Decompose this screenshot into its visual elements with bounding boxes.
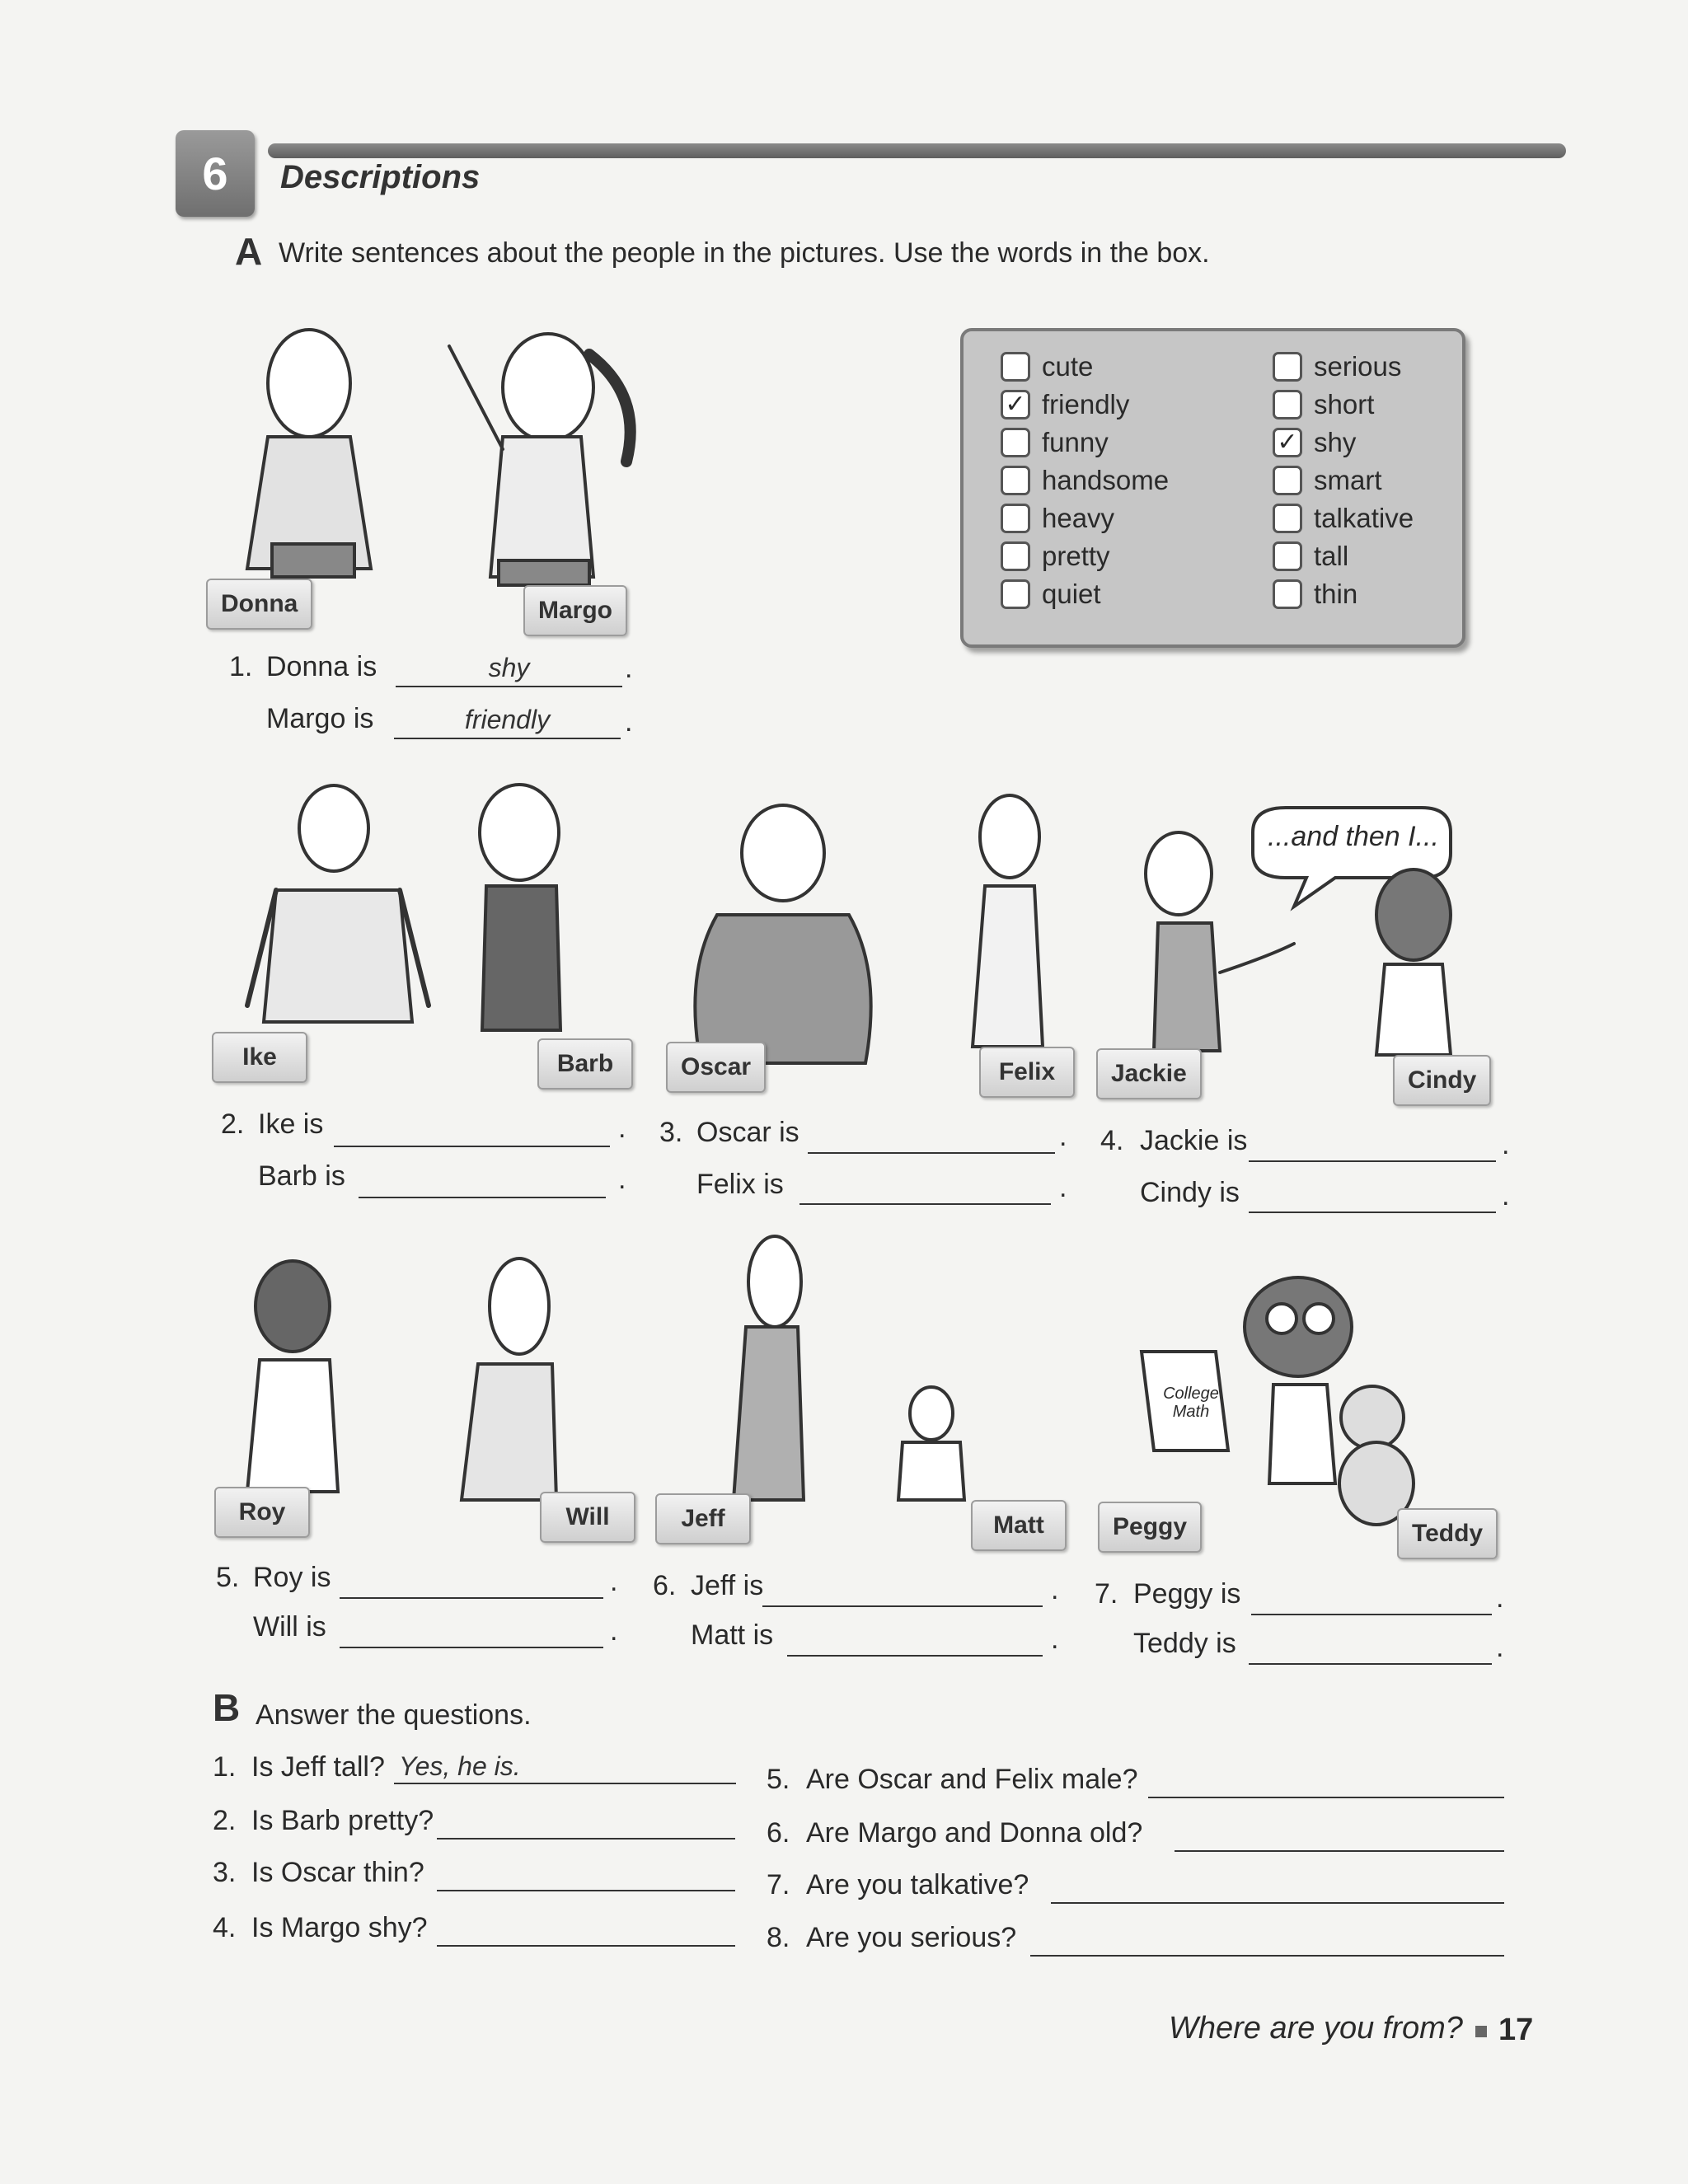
- sentence-3-oscar: Oscar is: [696, 1117, 799, 1148]
- question-7: Are you talkative?: [806, 1869, 1029, 1900]
- checkbox[interactable]: ✓: [1001, 390, 1030, 419]
- word-label: pretty: [1042, 540, 1110, 571]
- name-tag-barb: Barb: [537, 1038, 633, 1090]
- sentence-3-felix: Felix is: [696, 1169, 784, 1200]
- footer-unit-title: Where are you from?: [1169, 2011, 1463, 2046]
- name-tag-jackie: Jackie: [1096, 1048, 1202, 1099]
- answer-question-4[interactable]: [437, 1912, 735, 1947]
- word-label: talkative: [1314, 502, 1414, 533]
- name-tag-roy: Roy: [214, 1487, 310, 1538]
- sentence-7-peggy: Peggy is: [1133, 1578, 1241, 1610]
- oscar-figure: [695, 805, 870, 1063]
- part-a-letter: A: [235, 230, 263, 273]
- question-1: Is Jeff tall?: [251, 1751, 385, 1783]
- answer-peggy[interactable]: [1251, 1581, 1492, 1615]
- answer-ike[interactable]: [334, 1113, 610, 1147]
- sentence-2-barb: Barb is: [258, 1160, 345, 1192]
- answer-question-8[interactable]: [1030, 1922, 1504, 1957]
- book-title-line1: College: [1163, 1385, 1219, 1403]
- teddy-figure: [1339, 1386, 1414, 1525]
- book-title: [1158, 1385, 1224, 1421]
- sentence-6-jeff: Jeff is: [691, 1570, 764, 1601]
- word-label: cute: [1042, 350, 1094, 382]
- part-b-letter: B: [213, 1686, 241, 1729]
- sentence-7-number: 7.: [1095, 1578, 1118, 1610]
- will-figure: [462, 1258, 556, 1500]
- name-tag-teddy: Teddy: [1397, 1508, 1498, 1559]
- section-title: Descriptions: [280, 159, 481, 195]
- answer-oscar[interactable]: [808, 1119, 1055, 1154]
- name-tag-peggy: Peggy: [1098, 1502, 1202, 1553]
- sentence-5-roy: Roy is: [253, 1562, 331, 1593]
- answer-jackie[interactable]: [1249, 1127, 1496, 1162]
- question-number: 2.: [213, 1805, 237, 1836]
- speech-bubble-text: ...and then I...: [1268, 821, 1439, 852]
- word-label: funny: [1042, 426, 1109, 457]
- sentence-3-number: 3.: [659, 1117, 683, 1148]
- sentence-7-teddy: Teddy is: [1133, 1628, 1236, 1659]
- answer-jeff[interactable]: [762, 1572, 1043, 1607]
- donna-figure: [247, 330, 371, 577]
- question-number: 8.: [767, 1922, 790, 1953]
- name-tag-felix: Felix: [979, 1047, 1075, 1098]
- word-label: short: [1314, 388, 1375, 419]
- cindy-figure: [1376, 869, 1451, 1055]
- question-3: Is Oscar thin?: [251, 1857, 424, 1888]
- word-label: tall: [1314, 540, 1349, 571]
- answer-question-3[interactable]: [437, 1857, 735, 1891]
- question-5: Are Oscar and Felix male?: [806, 1764, 1138, 1795]
- name-tag-ike: Ike: [212, 1032, 307, 1083]
- matt-figure: [898, 1387, 964, 1500]
- sentence-2-ike: Ike is: [258, 1108, 324, 1140]
- book-title-line2: Math: [1172, 1403, 1210, 1421]
- question-2: Is Barb pretty?: [251, 1805, 434, 1836]
- answer-roy[interactable]: [340, 1564, 603, 1599]
- sentence-2-number: 2.: [221, 1108, 245, 1140]
- word-label: serious: [1314, 350, 1402, 382]
- footer-square-icon: [1475, 2026, 1487, 2037]
- sentence-4-number: 4.: [1100, 1125, 1124, 1156]
- question-6: Are Margo and Donna old?: [806, 1817, 1143, 1849]
- sentence-1-number: 1.: [229, 651, 253, 682]
- question-number: 1.: [213, 1751, 237, 1783]
- question-number: 3.: [213, 1857, 237, 1888]
- name-tag-will: Will: [540, 1492, 635, 1543]
- sentence-4-jackie: Jackie is: [1140, 1125, 1248, 1156]
- word-label: friendly: [1042, 388, 1130, 419]
- answer-felix[interactable]: [799, 1170, 1051, 1205]
- question-number: 7.: [767, 1869, 790, 1900]
- roy-figure: [247, 1261, 338, 1492]
- jeff-figure: [734, 1236, 804, 1500]
- barb-figure: [480, 785, 560, 1030]
- word-label: handsome: [1042, 464, 1170, 495]
- answer-matt[interactable]: [787, 1622, 1043, 1657]
- ike-figure: [247, 785, 429, 1022]
- sentence-1-margo: Margo is: [266, 703, 374, 734]
- name-tag-oscar: Oscar: [666, 1042, 766, 1093]
- question-8: Are you serious?: [806, 1922, 1017, 1953]
- word-label: thin: [1314, 578, 1358, 609]
- section-number-badge: 6: [176, 130, 255, 217]
- question-number: 6.: [767, 1817, 790, 1849]
- sentence-4-cindy: Cindy is: [1140, 1177, 1240, 1208]
- name-tag-cindy: Cindy: [1393, 1055, 1491, 1106]
- checkbox[interactable]: ✓: [1273, 428, 1302, 457]
- margo-figure: [449, 334, 631, 585]
- answer-question-7[interactable]: [1051, 1869, 1504, 1904]
- question-4: Is Margo shy?: [251, 1912, 428, 1943]
- word-label: shy: [1314, 426, 1357, 457]
- answer-question-6[interactable]: [1175, 1817, 1504, 1852]
- part-a-instruction: Write sentences about the people in the pictures. Use the words in the box.: [279, 237, 1210, 269]
- question-number: 4.: [213, 1912, 237, 1943]
- answer-cindy[interactable]: [1249, 1179, 1496, 1213]
- part-b-instruction: Answer the questions.: [256, 1699, 532, 1731]
- name-tag-matt: Matt: [971, 1500, 1067, 1551]
- name-tag-donna: Donna: [206, 579, 312, 630]
- answer-will[interactable]: [340, 1614, 603, 1648]
- answer-donna[interactable]: shy: [396, 653, 622, 687]
- answer-barb[interactable]: [359, 1164, 606, 1198]
- name-tag-jeff: Jeff: [655, 1493, 751, 1544]
- name-tag-margo: Margo: [523, 585, 627, 636]
- sentence-1-donna: Donna is: [266, 651, 377, 682]
- answer-question-5[interactable]: [1148, 1764, 1504, 1798]
- page-number: 17: [1498, 2013, 1534, 2047]
- sentence-5-number: 5.: [216, 1562, 240, 1593]
- sentence-6-matt: Matt is: [691, 1619, 774, 1651]
- word-label: smart: [1314, 464, 1382, 495]
- question-number: 5.: [767, 1764, 790, 1795]
- peggy-figure: [1245, 1277, 1352, 1483]
- word-label: heavy: [1042, 502, 1115, 533]
- answer-question-2[interactable]: [437, 1805, 735, 1840]
- word-label: quiet: [1042, 578, 1101, 609]
- answer-teddy[interactable]: [1249, 1630, 1492, 1665]
- answer-margo[interactable]: friendly: [394, 705, 621, 739]
- sentence-5-will: Will is: [253, 1611, 326, 1643]
- felix-figure: [973, 795, 1043, 1047]
- answer-question-1[interactable]: Yes, he is.: [394, 1751, 736, 1784]
- sentence-6-number: 6.: [653, 1570, 677, 1601]
